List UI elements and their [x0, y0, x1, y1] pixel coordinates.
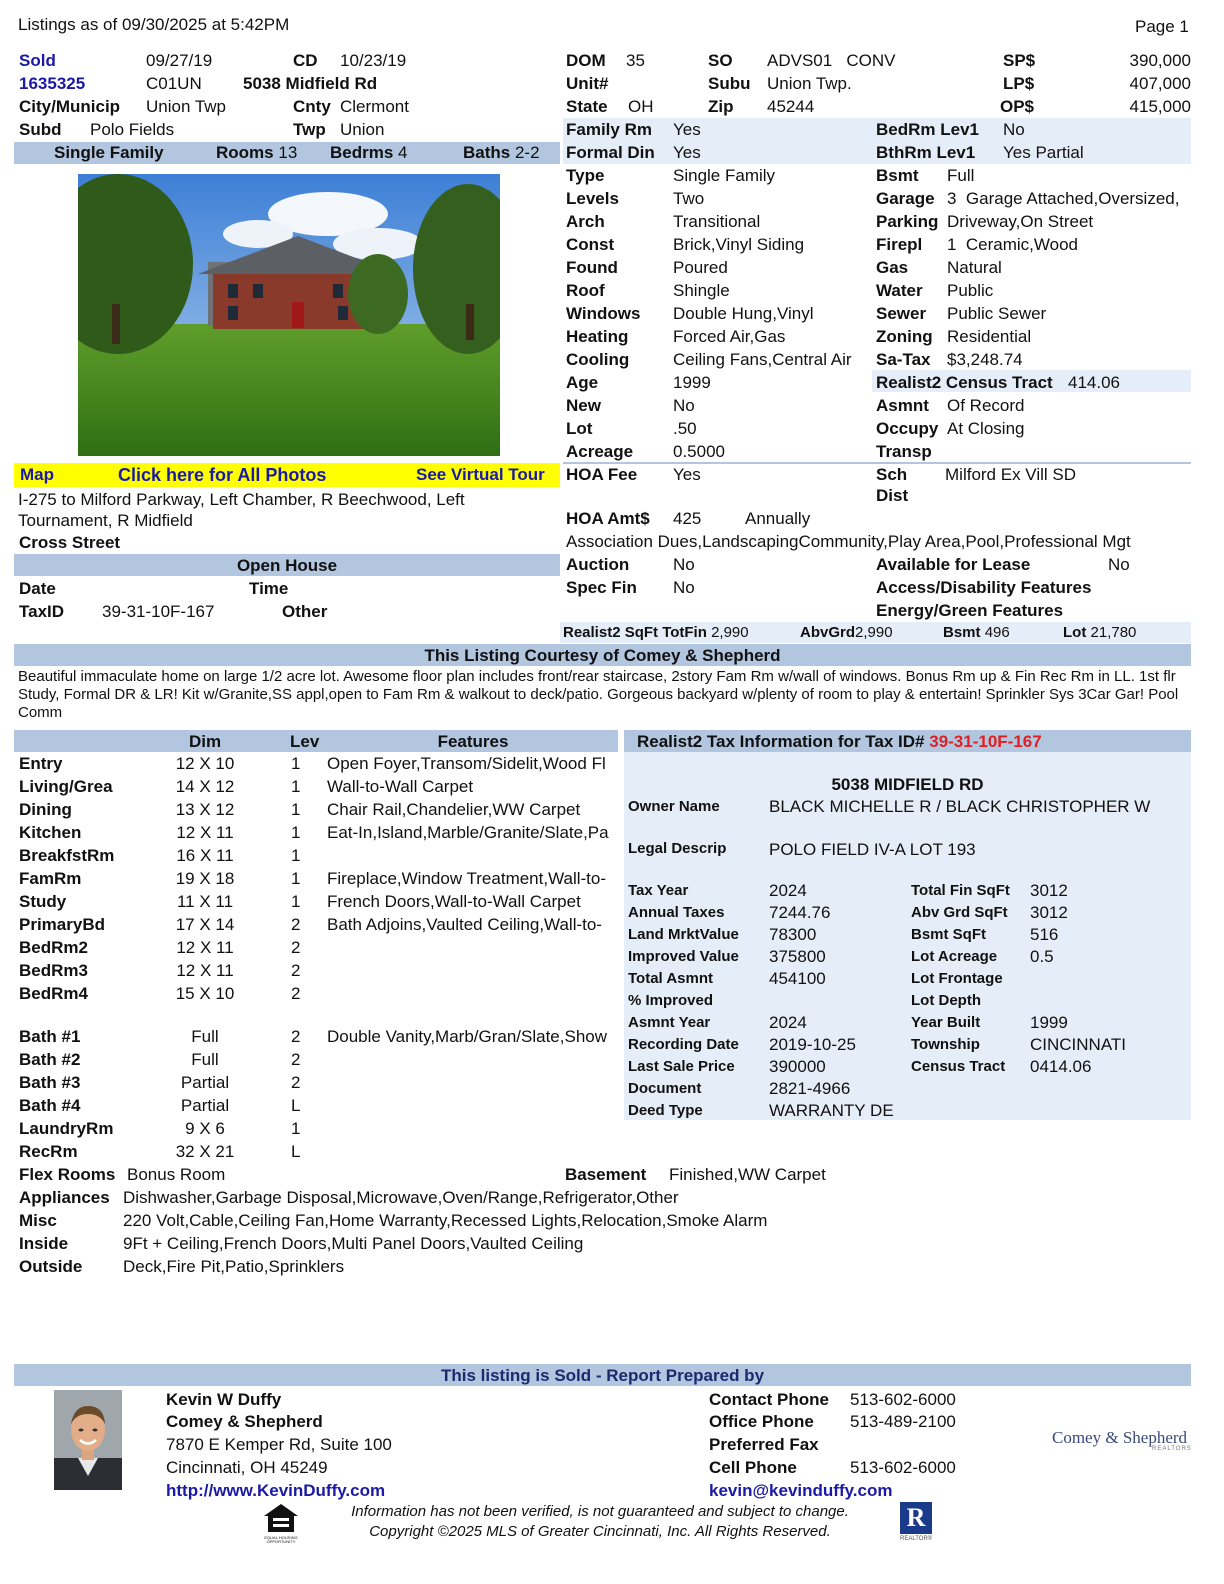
subu-value: Union Twp. — [767, 74, 852, 93]
transp-label: Transp — [876, 442, 932, 461]
agent-name: Kevin W Duffy — [166, 1390, 282, 1409]
room-features: Bath Adjoins,Vaulted Ceiling,Wall-to- — [327, 915, 602, 934]
office-phone-value: 513-489-2100 — [850, 1412, 956, 1431]
appliances-value: Dishwasher,Garbage Disposal,Microwave,Oven/Range,Refrigerator,Other — [123, 1188, 679, 1207]
agent-photo — [54, 1390, 122, 1490]
parking-value: Driveway,On Street — [947, 212, 1094, 231]
outside-label: Outside — [19, 1257, 83, 1276]
sqft-abv-label: AbvGrd — [800, 624, 856, 641]
bthrm-lev1-label: BthRm Lev1 — [876, 143, 976, 162]
tax-label: Total Fin SqFt — [911, 882, 1010, 899]
tax-address: 5038 MIDFIELD RD — [831, 775, 984, 794]
census-tract-label: Realist2 Census Tract — [876, 373, 1053, 392]
directions: I-275 to Milford Parkway, Left Chamber, R Beechwood, Left Tournament, R Midfield — [18, 490, 465, 530]
acreage-label: Acreage — [566, 442, 634, 461]
room-dim: 16 X 11 — [176, 846, 234, 865]
open-house-title: Open House — [236, 556, 338, 575]
bedrms-label: Bedrms — [330, 143, 394, 162]
cd-label: CD — [293, 51, 318, 70]
heating-value: Forced Air,Gas — [673, 327, 786, 346]
garage-label: Garage — [876, 189, 935, 208]
sqft-abvgrd — [800, 624, 893, 641]
tax-title-id: 39-31-10F-167 — [929, 732, 1042, 751]
roof-label: Roof — [566, 281, 605, 300]
room-lev: 1 — [291, 846, 301, 865]
twp-value: Union — [340, 120, 385, 139]
dom-label: DOM — [566, 51, 606, 70]
tax-label: Lot Depth — [911, 992, 981, 1009]
office-phone-label: Office Phone — [709, 1412, 814, 1431]
bath-dim: 9 X 6 — [185, 1119, 225, 1138]
area-code: C01UN — [146, 74, 202, 93]
tax-label: Recording Date — [628, 1036, 739, 1053]
new-value: No — [673, 396, 695, 415]
sqft-bsmt — [943, 624, 1010, 641]
room-name: Kitchen — [19, 823, 82, 842]
rooms-label: Rooms — [216, 143, 274, 162]
tax-label: Abv Grd SqFt — [911, 904, 1008, 921]
energy-label: Energy/Green Features — [876, 601, 1064, 620]
tax-label: Annual Taxes — [628, 904, 725, 921]
unit-label: Unit# — [566, 74, 609, 93]
family-rm-label: Family Rm — [566, 120, 652, 139]
disclaimer-line-2: Copyright ©2025 MLS of Greater Cincinnati, Inc. All Rights Reserved. — [369, 1523, 831, 1540]
room-dim: 14 X 12 — [175, 777, 235, 796]
details-divider — [563, 462, 1191, 464]
rooms-count — [216, 143, 297, 163]
family-rm-value: Yes — [673, 120, 701, 139]
asmnt-label: Asmnt — [876, 396, 929, 415]
basement-value: Finished,WW Carpet — [669, 1165, 826, 1184]
census-tract-value: 414.06 — [1068, 373, 1120, 392]
room-lev: 1 — [291, 892, 301, 911]
water-value: Public — [947, 281, 994, 300]
lease-value: No — [1108, 555, 1130, 574]
sewer-value: Public Sewer — [947, 304, 1047, 323]
room-features: Open Foyer,Transom/Sidelit,Wood Fl — [327, 754, 606, 773]
so-label: SO — [708, 51, 733, 70]
tax-value: 375800 — [769, 947, 826, 966]
tax-value: 454100 — [769, 969, 826, 988]
hoa-amt-value: 425 — [673, 509, 702, 528]
occupy-label: Occupy — [876, 419, 939, 438]
hoa-amt-label: HOA Amt$ — [566, 509, 650, 528]
open-house-date-label: Date — [19, 579, 56, 598]
bath-name: LaundryRm — [19, 1119, 114, 1138]
bath-lev: 1 — [291, 1119, 301, 1138]
rooms-value: 13 — [278, 143, 298, 162]
bedrooms-count — [330, 143, 408, 163]
realtor-text: REALTOR® — [900, 1536, 933, 1542]
bsmt-label: Bsmt — [876, 166, 919, 185]
room-name: Study — [19, 892, 67, 911]
room-name: Entry — [19, 754, 63, 773]
bath-name: Bath #1 — [19, 1027, 81, 1046]
bath-dim: Partial — [180, 1073, 230, 1092]
taxid-label: TaxID — [19, 602, 65, 621]
bath-dim: Full — [191, 1027, 219, 1046]
cell-phone-value: 513-602-6000 — [850, 1458, 956, 1477]
lp-label: LP$ — [1003, 74, 1035, 93]
room-lev: 2 — [291, 915, 301, 934]
agent-company: Comey & Shepherd — [166, 1412, 323, 1431]
contact-phone-label: Contact Phone — [709, 1390, 829, 1409]
levels-label: Levels — [566, 189, 619, 208]
sqft-totfin — [563, 624, 749, 641]
bedrms-value: 4 — [398, 143, 408, 162]
sewer-label: Sewer — [876, 304, 927, 323]
basement-label: Basement — [565, 1165, 647, 1184]
room-dim: 12 X 10 — [175, 754, 235, 773]
sqft-lot-value: 21,780 — [1090, 624, 1137, 641]
heating-label: Heating — [566, 327, 629, 346]
hoa-features: Association Dues,LandscapingCommunity,Play Area,Pool,Professional Mgt — [566, 532, 1131, 551]
occupy-value: At Closing — [947, 419, 1025, 438]
bath-dim: Partial — [180, 1096, 230, 1115]
sqft-lot — [1063, 624, 1136, 641]
bath-name: Bath #4 — [19, 1096, 81, 1115]
lot-label: Lot — [566, 419, 593, 438]
tax-value: 1999 — [1030, 1013, 1068, 1032]
room-lev: 2 — [291, 984, 301, 1003]
bath-lev: 2 — [291, 1050, 301, 1069]
baths-label: Baths — [463, 143, 511, 162]
zoning-label: Zoning — [876, 327, 933, 346]
mls-number[interactable]: 1635325 — [19, 74, 86, 93]
tax-value: 2821-4966 — [769, 1079, 851, 1098]
tax-value: 3012 — [1030, 881, 1068, 900]
property-photo[interactable] — [78, 174, 500, 456]
arch-value: Transitional — [673, 212, 761, 231]
lot-value: .50 — [673, 419, 697, 438]
listings-timestamp: Listings as of 09/30/2025 at 5:42PM — [18, 15, 290, 34]
room-dim: 11 X 11 — [176, 892, 234, 911]
agent-email-link[interactable]: kevin@kevinduffy.com — [709, 1481, 893, 1500]
room-lev: 1 — [291, 800, 301, 819]
tax-label: Year Built — [911, 1014, 981, 1031]
room-dim: 12 X 11 — [176, 823, 234, 842]
sp-label: SP$ — [1003, 51, 1036, 70]
tax-label: Township — [911, 1036, 980, 1053]
spec-fin-value: No — [673, 578, 695, 597]
tax-label: % Improved — [628, 992, 714, 1009]
property-type: Single Family — [54, 143, 164, 162]
twp-label: Twp — [293, 120, 326, 139]
bath-lev: 2 — [291, 1027, 301, 1046]
county-value: Clermont — [340, 97, 409, 116]
owner-label: Owner Name — [628, 798, 720, 815]
room-dim: 12 X 11 — [176, 938, 234, 957]
tax-value: 0.5 — [1030, 947, 1054, 966]
formal-din-value: Yes — [673, 143, 701, 162]
baths-count — [463, 143, 540, 163]
legal-value: POLO FIELD IV-A LOT 193 — [769, 840, 976, 859]
levels-value: Two — [673, 189, 705, 208]
bath-lev: L — [291, 1096, 301, 1115]
room-name: BedRm2 — [19, 938, 88, 957]
brand-logo: Comey & Shepherd — [1052, 1428, 1188, 1447]
sqft-lot-label: Lot — [1063, 624, 1087, 641]
room-name: BedRm4 — [19, 984, 88, 1003]
tax-value: 2024 — [769, 881, 807, 900]
tax-label: Bsmt SqFt — [911, 926, 986, 943]
lease-label: Available for Lease — [876, 555, 1031, 574]
inside-value: 9Ft + Ceiling,French Doors,Multi Panel Doors,Vaulted Ceiling — [123, 1234, 584, 1253]
tax-title — [637, 732, 1042, 752]
subu-label: Subu — [708, 74, 751, 93]
room-lev: 2 — [291, 961, 301, 980]
report-banner-text: This listing is Sold - Report Prepared by — [440, 1366, 765, 1385]
auction-label: Auction — [566, 555, 630, 574]
found-label: Found — [566, 258, 618, 277]
found-value: Poured — [673, 258, 728, 277]
tax-value: 516 — [1030, 925, 1059, 944]
spec-fin-label: Spec Fin — [566, 578, 637, 597]
cell-phone-label: Cell Phone — [709, 1458, 797, 1477]
sqft-abv-value: 2,990 — [855, 624, 893, 641]
room-lev: 1 — [291, 754, 301, 773]
hoa-amt-period: Annually — [745, 509, 811, 528]
courtesy-text: This Listing Courtesy of Comey & Shepherd — [424, 646, 781, 665]
satax-value: $3,248.74 — [947, 350, 1023, 369]
bath-name: Bath #2 — [19, 1050, 81, 1069]
features-header: Features — [437, 732, 509, 751]
agent-street: 7870 E Kemper Rd, Suite 100 — [166, 1435, 392, 1454]
const-label: Const — [566, 235, 615, 254]
tax-label: Census Tract — [911, 1058, 1006, 1075]
cd-value: 10/23/19 — [340, 51, 407, 70]
tax-label: Tax Year — [628, 882, 689, 899]
bath-lev: 2 — [291, 1073, 301, 1092]
garage-value: 3 Garage Attached,Oversized, — [947, 189, 1180, 208]
dim-header: Dim — [188, 732, 222, 751]
room-lev: 2 — [291, 938, 301, 957]
agent-city: Cincinnati, OH 45249 — [166, 1458, 328, 1477]
city-label: City/Municip — [19, 97, 121, 116]
inside-label: Inside — [19, 1234, 69, 1253]
remarks: Beautiful immaculate home on large 1/2 acre lot. Awesome floor plan includes front/rear staircase, 2story Fam Rm w/wall of windows. Bonus Rm up & Fin Rec Rm in LL. 1st flr Study, Formal DR & LR! Kit w/Granite,SS appl,open to Fam Rm & walkout to deck/patio. Gorgeous backyard w/plenty of room to play & entertain! Sprinkler Sys 3Car Gar! Pool Comm — [18, 668, 1179, 721]
asmnt-value: Of Record — [947, 396, 1025, 415]
state-label: State — [566, 97, 608, 116]
misc-value: 220 Volt,Cable,Ceiling Fan,Home Warranty,Recessed Lights,Relocation,Smoke Alarm — [123, 1211, 768, 1230]
tax-value: 0414.06 — [1030, 1057, 1092, 1076]
cooling-label: Cooling — [566, 350, 630, 369]
roof-value: Shingle — [673, 281, 730, 300]
lp-value: 407,000 — [1129, 74, 1191, 93]
room-lev: 1 — [291, 869, 301, 888]
arch-label: Arch — [566, 212, 605, 231]
county-label: Cnty — [293, 97, 331, 116]
bedrm-lev1-label: BedRm Lev1 — [876, 120, 979, 139]
tax-value: 3012 — [1030, 903, 1068, 922]
tax-label: Land MrktValue — [628, 926, 739, 943]
bath-name: RecRm — [19, 1142, 78, 1161]
cross-street-label: Cross Street — [19, 533, 121, 552]
tax-value: 2019-10-25 — [769, 1035, 856, 1054]
dist-label: Dist — [876, 486, 909, 505]
bath-dim: 32 X 21 — [175, 1142, 235, 1161]
room-name: FamRm — [19, 869, 82, 888]
bath-features: Double Vanity,Marb/Gran/Slate,Show — [327, 1027, 608, 1046]
owner-value: BLACK MICHELLE R / BLACK CHRISTOPHER W — [769, 797, 1151, 816]
bedrm-lev1-value: No — [1003, 120, 1025, 139]
so-value: ADVS01 CONV — [767, 51, 896, 70]
misc-label: Misc — [19, 1211, 57, 1230]
flex-value: Bonus Room — [127, 1165, 226, 1184]
room-name: BreakfstRm — [19, 846, 115, 865]
cooling-value: Ceiling Fans,Central Air — [673, 350, 852, 369]
room-name: Dining — [19, 800, 72, 819]
realtor-letter: R — [900, 1502, 932, 1534]
const-value: Brick,Vinyl Siding — [673, 235, 805, 254]
hoa-fee-value: Yes — [673, 465, 701, 484]
fax-label: Preferred Fax — [709, 1435, 819, 1454]
sqft-totfin-value: 2,990 — [711, 624, 749, 641]
bath-dim: Full — [191, 1050, 219, 1069]
flex-label: Flex Rooms — [19, 1165, 116, 1184]
sp-value: 390,000 — [1129, 51, 1191, 70]
parking-label: Parking — [876, 212, 939, 231]
op-label: OP$ — [1000, 97, 1035, 116]
firepl-value: 1 Ceramic,Wood — [947, 235, 1079, 254]
new-label: New — [566, 396, 601, 415]
tax-label: Last Sale Price — [628, 1058, 735, 1075]
hoa-fee-label: HOA Fee — [566, 465, 638, 484]
tax-label: Asmnt Year — [628, 1014, 711, 1031]
tax-value: 390000 — [769, 1057, 826, 1076]
subd-label: Subd — [19, 120, 62, 139]
school-district: Milford Ex Vill SD — [945, 465, 1076, 484]
room-dim: 17 X 14 — [175, 915, 235, 934]
status: Sold — [19, 51, 56, 70]
state-value: OH — [628, 97, 654, 116]
room-lev: 1 — [291, 777, 301, 796]
auction-value: No — [673, 555, 695, 574]
room-dim: 15 X 10 — [175, 984, 235, 1003]
water-label: Water — [876, 281, 923, 300]
map-link[interactable]: Map — [20, 465, 54, 484]
bath-lev: L — [291, 1142, 301, 1161]
zip-value: 45244 — [767, 97, 815, 116]
agent-website-link[interactable]: http://www.KevinDuffy.com — [166, 1481, 386, 1500]
sqft-bsmt-label: Bsmt — [943, 624, 981, 641]
room-features: Wall-to-Wall Carpet — [327, 777, 474, 796]
age-value: 1999 — [673, 373, 711, 392]
dom-value: 35 — [626, 51, 645, 70]
sch-label: Sch — [876, 465, 908, 484]
windows-label: Windows — [566, 304, 641, 323]
legal-label: Legal Descrip — [628, 840, 727, 857]
realtor-icon — [900, 1502, 936, 1544]
tax-label: Lot Acreage — [911, 948, 998, 965]
satax-label: Sa-Tax — [876, 350, 931, 369]
city-value: Union Twp — [146, 97, 227, 116]
access-label: Access/Disability Features — [876, 578, 1092, 597]
status-date: 09/27/19 — [146, 51, 213, 70]
age-label: Age — [566, 373, 599, 392]
sqft-bsmt-value: 496 — [984, 624, 1010, 641]
gas-value: Natural — [947, 258, 1002, 277]
windows-value: Double Hung,Vinyl — [673, 304, 814, 323]
gas-label: Gas — [876, 258, 909, 277]
room-features: Fireplace,Window Treatment,Wall-to- — [327, 869, 607, 888]
disclaimer-line-1: Information has not been verified, is not guaranteed and subject to change. — [351, 1503, 849, 1520]
tax-value: 78300 — [769, 925, 817, 944]
room-features: Chair Rail,Chandelier,WW Carpet — [327, 800, 581, 819]
room-name: BedRm3 — [19, 961, 88, 980]
sqft-totfin-label: Realist2 SqFt TotFin — [563, 624, 707, 641]
eho-text: EQUAL HOUSING OPPORTUNITY — [264, 1535, 298, 1544]
type-value: Single Family — [673, 166, 776, 185]
open-house-time-label: Time — [249, 579, 289, 598]
page-number: Page 1 — [1135, 17, 1189, 36]
tax-label: Deed Type — [628, 1102, 703, 1119]
room-name: PrimaryBd — [19, 915, 105, 934]
bthrm-lev1-value: Yes Partial — [1003, 143, 1084, 162]
room-dim: 19 X 18 — [175, 869, 235, 888]
tax-value: 7244.76 — [769, 903, 831, 922]
all-photos-link[interactable]: Click here for All Photos — [118, 465, 327, 485]
equal-housing-icon — [260, 1502, 302, 1544]
tax-value: 2024 — [769, 1013, 807, 1032]
brand-sub: REALTORS — [1152, 1446, 1192, 1452]
room-features: Eat-In,Island,Marble/Granite/Slate,Pa — [327, 823, 609, 842]
tax-value: CINCINNATI — [1030, 1035, 1127, 1054]
tax-label: Total Asmnt — [628, 970, 713, 987]
baths-value: 2-2 — [514, 143, 540, 162]
zoning-value: Residential — [947, 327, 1032, 346]
room-dim: 12 X 11 — [176, 961, 234, 980]
firepl-label: Firepl — [876, 235, 923, 254]
zip-label: Zip — [708, 97, 734, 116]
bath-name: Bath #3 — [19, 1073, 81, 1092]
taxid-value: 39-31-10F-167 — [102, 602, 215, 621]
acreage-value: 0.5000 — [673, 442, 725, 461]
tax-title-prefix: Realist2 Tax Information for Tax ID# — [637, 732, 925, 751]
lev-header: Lev — [290, 732, 320, 751]
tax-label: Improved Value — [628, 948, 739, 965]
op-value: 415,000 — [1129, 97, 1191, 116]
tax-label: Document — [628, 1080, 702, 1097]
address: 5038 Midfield Rd — [243, 74, 378, 93]
tax-label: Lot Frontage — [911, 970, 1003, 987]
room-dim: 13 X 12 — [175, 800, 235, 819]
bsmt-value: Full — [947, 166, 975, 185]
formal-din-label: Formal Din — [566, 143, 655, 162]
virtual-tour-link[interactable]: See Virtual Tour — [416, 465, 545, 484]
room-lev: 1 — [291, 823, 301, 842]
other-label: Other — [282, 602, 328, 621]
type-label: Type — [566, 166, 605, 185]
room-name: Living/Grea — [19, 777, 113, 796]
appliances-label: Appliances — [19, 1188, 110, 1207]
room-features: French Doors,Wall-to-Wall Carpet — [327, 892, 581, 911]
subd-value: Polo Fields — [90, 120, 175, 139]
tax-value: WARRANTY DE — [769, 1101, 894, 1120]
outside-value: Deck,Fire Pit,Patio,Sprinklers — [123, 1257, 345, 1276]
contact-phone-value: 513-602-6000 — [850, 1390, 956, 1409]
